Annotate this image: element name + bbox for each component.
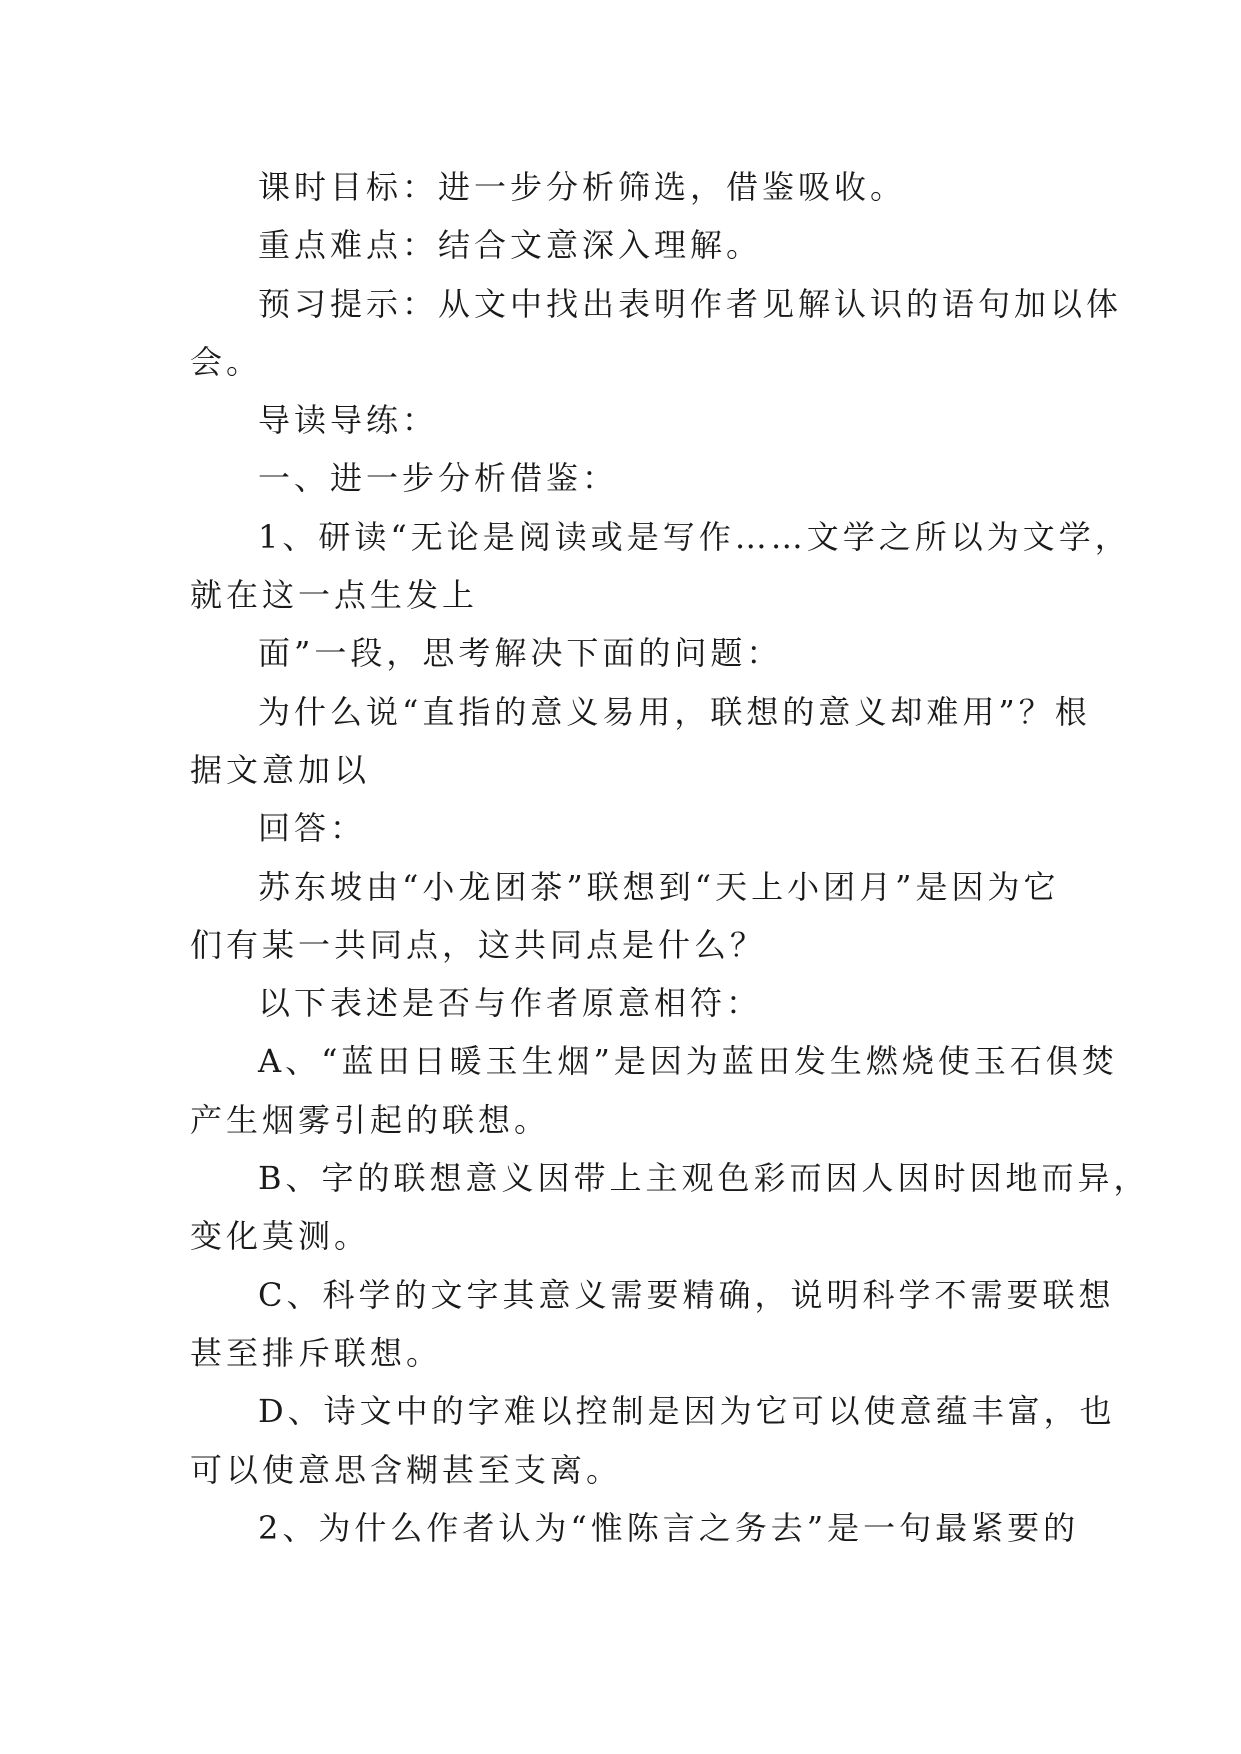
text-line: A、“蓝田日暖玉生烟”是因为蓝田发生燃烧使玉石俱焚 xyxy=(258,1042,1118,1081)
text-line: B、字的联想意义因带上主观色彩而因人因时因地而异， xyxy=(258,1159,1150,1198)
text-line: 2、为什么作者认为“惟陈言之务去”是一句最紧要的 xyxy=(258,1508,1080,1547)
text-line: 预习提示：从文中找出表明作者见解认识的语句加以体 xyxy=(258,284,1123,323)
text-line: 们有某一共同点，这共同点是什么？ xyxy=(190,925,767,964)
text-line: 课时目标：进一步分析筛选，借鉴吸收。 xyxy=(258,168,907,206)
document-body xyxy=(190,158,1150,1557)
text-line: 产生烟雾引起的联想。 xyxy=(190,1100,551,1139)
text-line: 甚至排斥联想。 xyxy=(190,1333,443,1372)
text-line: 面”一段，思考解决下面的问题： xyxy=(258,634,783,673)
text-line: 重点难点：结合文意深入理解。 xyxy=(258,226,763,265)
text-line: 1、研读“无论是阅读或是写作……文学之所以为文学， xyxy=(258,517,1131,556)
text-line: 为什么说“直指的意义易用，联想的意义却难用”？根 xyxy=(258,692,1091,731)
text-line: C、科学的文字其意义需要精确，说明科学不需要联想 xyxy=(258,1275,1115,1314)
text-line: 就在这一点生发上 xyxy=(190,576,479,615)
text-line: D、诗文中的字难以控制是因为它可以使意蕴丰富，也 xyxy=(258,1392,1116,1431)
text-line: 变化莫测。 xyxy=(190,1217,371,1256)
text-line: 以下表述是否与作者原意相符： xyxy=(258,984,763,1023)
text-line: 会。 xyxy=(190,342,263,381)
text-line: 回答： xyxy=(258,809,367,848)
text-line: 可以使意思含糊甚至支离。 xyxy=(190,1450,623,1489)
text-line: 苏东坡由“小龙团茶”联想到“天上小团月”是因为它 xyxy=(258,867,1060,906)
text-line: 据文意加以 xyxy=(190,750,371,789)
text-line: 一、进一步分析借鉴： xyxy=(258,459,619,498)
text-line: 导读导练： xyxy=(258,401,439,440)
